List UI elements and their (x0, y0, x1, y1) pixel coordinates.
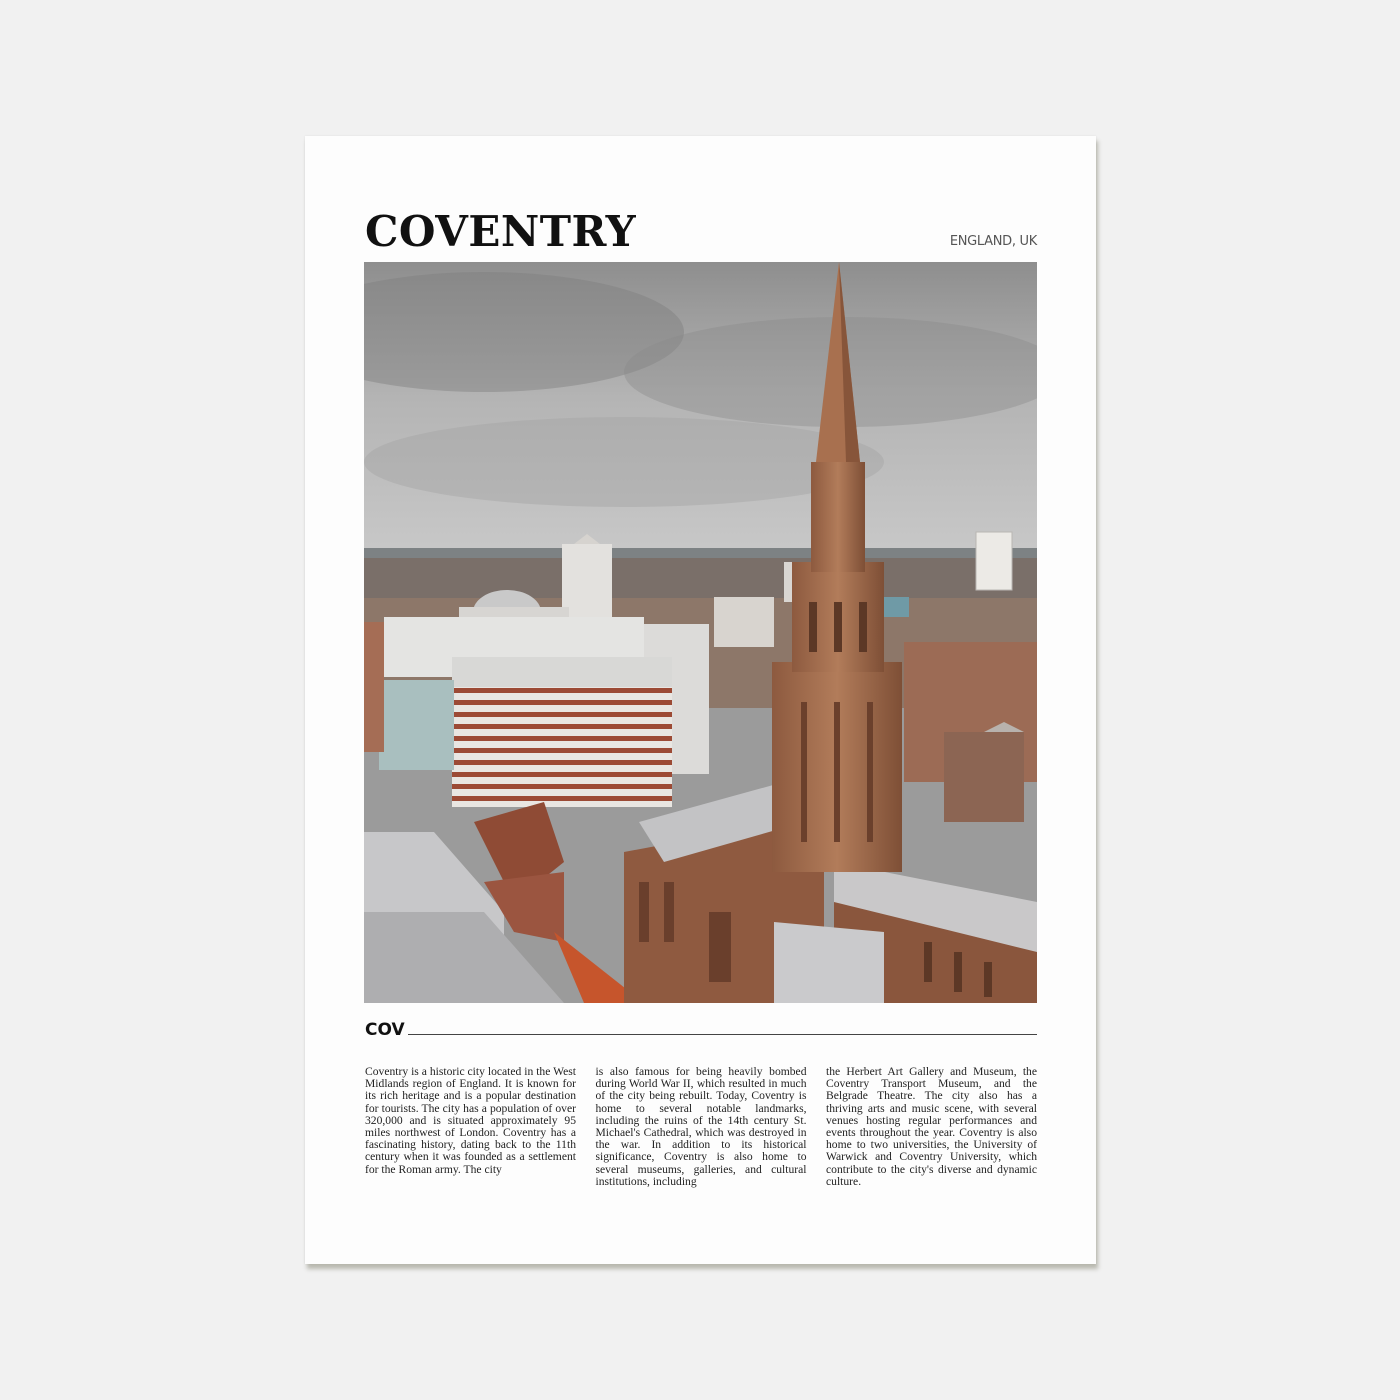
poster (305, 136, 1096, 1264)
city-skyline-illustration (364, 262, 1037, 1003)
description-column-1: Coventry is a historic city located in the West Midlands region of England. It is known for its rich heritage and is a popular destination for tourists. The city has a population of over 320,000 and is situated approximately 95 miles northwest of London. Coventry has a fascinating history, dating back to the 11th century when it was founded as a settlement for the Roman army. The city (365, 1065, 576, 1176)
poster-title: COVENTRY (365, 207, 637, 256)
description-column-3: the Herbert Art Gallery and Museum, the Coventry Transport Museum, and the Belgrade Theatre. The city also has a thriving arts and music scene, with several venues hosting regular performances and events throughout the year. Coventry is also home to two universities, the University of Warwick and Coventry University, which contribute to the city's diverse and dynamic culture. (826, 1065, 1037, 1188)
description (365, 1066, 1037, 1188)
description-column-2: is also famous for being heavily bombed during World War II, which resulted in much of the city being rebuilt. Today, Coventry is home to several notable landmarks, including the ruins of the 14th century St. Michael's Cathedral, which was destroyed in the war. In addition to its historical significance, Coventry is also home to several museums, galleries, and cultural institutions, including (595, 1065, 807, 1188)
city-code: COV (365, 1020, 405, 1040)
divider-line (408, 1034, 1037, 1035)
city-photo (364, 262, 1037, 1003)
poster-region: ENGLAND, UK (949, 234, 1037, 249)
